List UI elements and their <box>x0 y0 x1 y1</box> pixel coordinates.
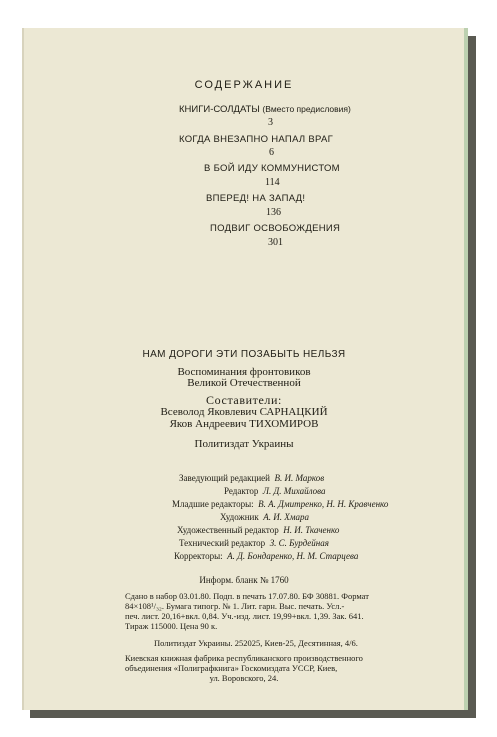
credit-role: Художник <box>220 512 259 522</box>
credit-name: Л. Д. Михайлова <box>262 486 326 496</box>
credit-line <box>220 513 309 522</box>
credit-role: Заведующий редакцией <box>179 473 270 483</box>
credit-name: В. И. Марков <box>274 473 325 483</box>
contents-entry-4: ВПЕРЕД! НА ЗАПАД! <box>206 193 306 204</box>
credit-name: А. Д. Бондаренко, Н. М. Старцева <box>227 551 359 561</box>
factory-line: ул. Воровского, 24. <box>209 673 279 683</box>
contents-entry-5: ПОДВИГ ОСВОБОЖДЕНИЯ <box>210 223 341 234</box>
contents-entry-3: В БОЙ ИДУ КОММУНИСТОМ <box>204 163 340 174</box>
credit-line <box>179 474 324 483</box>
credit-role: Корректоры: <box>174 551 223 561</box>
contents-entry-2: КОГДА ВНЕЗАПНО НАПАЛ ВРАГ <box>179 134 334 145</box>
compilers-label: Составители: <box>206 393 282 407</box>
factory-line: объединения «Полиграфкнига» Госкомиздата УССР, Киев, <box>125 663 338 673</box>
book-page <box>22 28 468 710</box>
contents-page-1: 3 <box>268 117 273 128</box>
credit-name: А. И. Хмара <box>263 512 309 522</box>
imprint-line: 84×108¹/₃₂. Бумага типогр. № 1. Лит. гарн. Выс. печать. Усл.- <box>125 601 345 611</box>
imprint-line: Сдано в набор 03.01.80. Подп. в печать 17.07.80. БФ 30881. Формат <box>125 591 369 601</box>
credit-role: Редактор <box>224 486 259 496</box>
compiler-1: Всеволод Яковлевич САРНАЦКИЙ <box>160 406 328 418</box>
contents-entry-1 <box>179 105 351 115</box>
credit-line <box>177 526 339 535</box>
credit-line <box>224 487 325 496</box>
info-blank: Информ. бланк № 1760 <box>199 575 289 585</box>
credit-role: Художественный редактор <box>177 525 279 535</box>
publisher-address: Политиздат Украины. 252025, Киев-25, Десятинная, 4/6. <box>154 638 358 648</box>
contents-heading: СОДЕРЖАНИЕ <box>194 79 294 91</box>
contents-entry-note: (Вместо предисловия) <box>262 104 351 114</box>
publisher-name: Политиздат Украины <box>194 438 294 450</box>
imprint-line: Тираж 115000. Цена 90 к. <box>125 621 218 631</box>
imprint-line: печ. лист. 20,16+вкл. 0,84. Уч.-изд. лист. 19,99+вкл. 1,39. Зак. 641. <box>125 611 364 621</box>
book-title: НАМ ДОРОГИ ЭТИ ПОЗАБЫТЬ НЕЛЬЗЯ <box>142 349 346 360</box>
book-subtitle-1: Воспоминания фронтовиков <box>177 366 311 378</box>
contents-page-3: 114 <box>265 177 280 188</box>
credit-line <box>179 539 329 548</box>
contents-page-4: 136 <box>266 207 281 218</box>
factory-line: Киевская книжная фабрика республиканского производственного <box>125 653 363 663</box>
contents-page-2: 6 <box>269 147 274 158</box>
credit-name: З. С. Бурдейная <box>269 538 329 548</box>
contents-page-5: 301 <box>268 237 283 248</box>
credit-line <box>174 552 358 561</box>
book-subtitle-2: Великой Отечественной <box>187 377 301 389</box>
compiler-2: Яков Андреевич ТИХОМИРОВ <box>169 418 319 430</box>
contents-entry-title: КНИГИ-СОЛДАТЫ <box>179 104 260 115</box>
credit-name: Н. И. Ткаченко <box>283 525 340 535</box>
credit-line <box>172 500 388 509</box>
credit-role: Технический редактор <box>179 538 266 548</box>
credit-name: В. А. Дмитренко, Н. Н. Кравченко <box>258 499 389 509</box>
credit-role: Младшие редакторы: <box>172 499 254 509</box>
